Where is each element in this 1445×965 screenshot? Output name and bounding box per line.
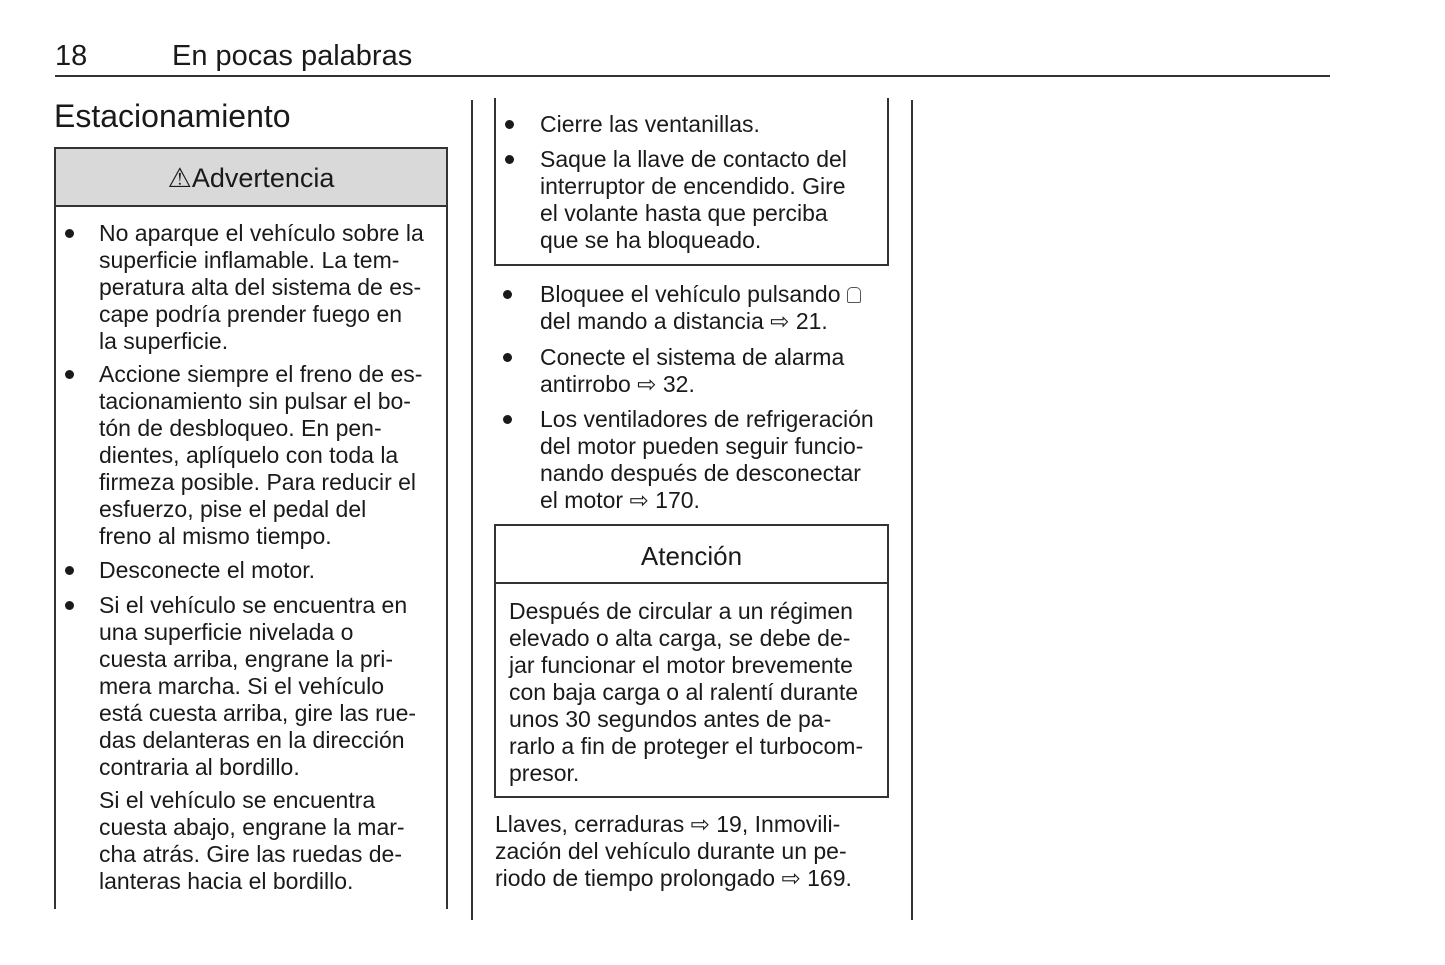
warning-triangle-icon: ⚠	[167, 163, 192, 193]
warning-header	[56, 149, 446, 207]
page-reference[interactable]: 32	[662, 371, 689, 397]
page-reference[interactable]: 169	[807, 865, 846, 891]
reference-arrow-icon: ⇨	[690, 811, 710, 837]
warning-title: Advertencia	[191, 163, 335, 193]
warning-box: ⚠Advertencia No aparque el vehículo sobre la superficie inflamable. La tem- peratura alta del sistema de es- cape podría prender fuego en la superficie. Accione siempre el freno de es- tacionamiento sin pulsar el bo- tón de desbloqueo. En pen- dientes, aplíquelo con toda la firmeza posible. Para reducir el esfuerzo, pise el pedal del freno al mismo tiempo. Desconecte el motor. Si el vehículo se encuentra en una superficie nivelada o cuesta arriba, engrane la pri- mera marcha. Si el vehículo está cuesta arriba, gire las rue- das delanteras en la dirección contraria al bordillo. Si el vehículo se encuentra cuesta abajo, engrane la mar- cha atrás. Gire las ruedas de- lanteras hacia el bordillo.	[54, 147, 448, 909]
reference-arrow-icon: ⇨	[770, 308, 790, 334]
manual-page: 18 En pocas palabras Estacionamiento ⚠Advertencia No aparque el vehículo sobre la superficie inflamable. La tem- peratura alta del sistema de es- cape podría prender fuego en la superficie. Accione siempre el freno de es- tacionamiento sin pulsar el bo- tón de desbloqueo. En pen- dientes, aplíquelo con toda la firmeza posible. Para reducir el esfuerzo, pise el pedal del freno al mismo tiempo. Desconecte el motor. Si el vehículo se encuentra en una superficie nivelada o cuesta arriba, engrane la pri- mera marcha. Si el vehículo está cuesta arriba, gire las rue- das delanteras en la dirección contraria al bordillo. Si el vehículo se encuentra cuesta abajo, engrane la mar- cha atrás. Gire las ruedas de- lanteras hacia el bordillo. Cierre las ventanillas. Saque la llave de contacto del interruptor de encendido. Gire el volante hasta que perciba que se ha bloqueado. Bloquee el vehículo pulsando del mando a distancia ⇨ 21. Conecte el sistema de alarma antirrobo ⇨ 32. Los ventiladores de refrigeración del motor pueden seguir funcio- nando después de desconectar el motor ⇨ 170. Atención Después de circular a un régimen elevado o alta carga, se debe de- jar funcionar el motor brevemente con baja carga o al ralentí durante unos 30 segundos antes de pa- rarlo a fin de proteger el turbocom- presor. Llaves, cerraduras ⇨ 19, Inmovili- zación del vehículo durante un pe- riodo de tiempo prolongado ⇨ 169.	[0, 0, 1445, 965]
page-reference[interactable]: 170	[655, 487, 694, 513]
page-reference[interactable]: 21	[795, 308, 822, 334]
attention-box	[494, 524, 889, 798]
chapter-title: En pocas palabras	[172, 40, 413, 72]
attention-title: Atención	[496, 526, 887, 584]
continued-warning-box: Cierre las ventanillas. Saque la llave de contacto del interruptor de encendido. Gire el volante hasta que perciba que se ha bloqueado.	[494, 98, 889, 266]
warning-paragraph: Si el vehículo se encuentra cuesta abajo, engrane la mar- cha atrás. Gire las ruedas de- lanteras hacia el bordillo.	[99, 787, 405, 894]
section-title: Estacionamiento	[54, 98, 291, 134]
page-reference[interactable]: 19	[716, 811, 742, 837]
header-rule	[55, 75, 1330, 77]
see-also-paragraph: Llaves, cerraduras ⇨ 19, Inmovili- zación del vehículo durante un pe- riodo de tiempo prolongado ⇨ 169.	[495, 811, 852, 891]
column-divider	[911, 100, 913, 920]
page-number: 18	[55, 40, 88, 72]
column-divider	[471, 100, 473, 920]
attention-text: Después de circular a un régimen elevado o alta carga, se debe de- jar funcionar el motor brevemente con baja carga o al ralentí durante unos 30 segundos antes de pa- rarlo a fin de proteger el turbocom- presor.	[509, 598, 864, 786]
lock-button-icon	[847, 287, 861, 303]
reference-arrow-icon: ⇨	[637, 371, 657, 397]
reference-arrow-icon: ⇨	[781, 865, 801, 891]
reference-arrow-icon: ⇨	[629, 487, 649, 513]
